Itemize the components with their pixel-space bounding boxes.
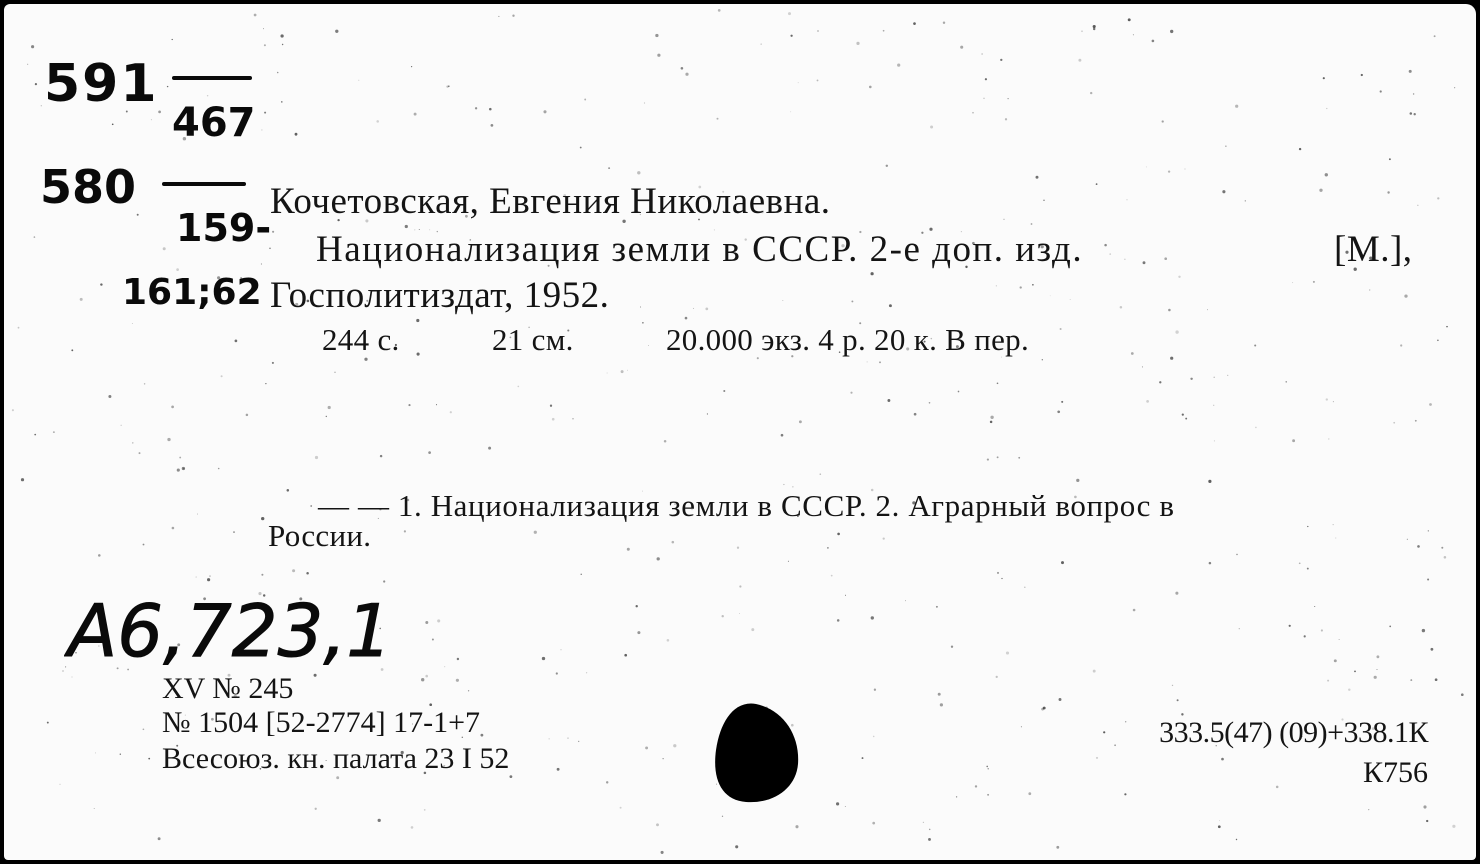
subjects-line-1: — — 1. Национализация земли в СССР. 2. Аграрный вопрос в: [318, 488, 1175, 523]
subjects-line-2: России.: [268, 518, 372, 553]
footer-left-line-1: XV № 245: [162, 672, 294, 705]
inventory-number-text: А6,723,1: [68, 589, 393, 673]
publisher-line: Госполитиздат, 1952.: [270, 275, 610, 316]
publication-place: [М.],: [1334, 229, 1413, 270]
collation-pages: 244 с.: [322, 322, 400, 357]
collation-size: 21 см.: [492, 322, 574, 357]
shelfmark-1: 591: [44, 54, 159, 114]
shelfmark-2-sub: 159-: [176, 206, 272, 250]
author-mark: К756: [1362, 756, 1428, 789]
punch-hole: [4, 4, 1476, 860]
author-heading: Кочетовская, Евгения Николаевна.: [270, 181, 831, 222]
catalog-card: [4, 4, 1476, 860]
shelfmark-2: 580: [40, 160, 137, 214]
footer-left-line-3: Всесоюз. кн. палата 23 I 52: [162, 742, 510, 775]
classification-index: 333.5(47) (09)+338.1К: [1159, 716, 1428, 749]
shelfmark-3: 161;62: [122, 272, 262, 313]
footer-left-line-2: № 1504 [52-2774] 17-1+7: [162, 706, 481, 739]
title-line: Национализация земли в СССР. 2-е доп. изд.: [316, 229, 1084, 270]
shelfmark-1-sub: 467: [172, 100, 256, 146]
collation-print-run: 20.000 экз. 4 р. 20 к. В пер.: [666, 322, 1029, 357]
